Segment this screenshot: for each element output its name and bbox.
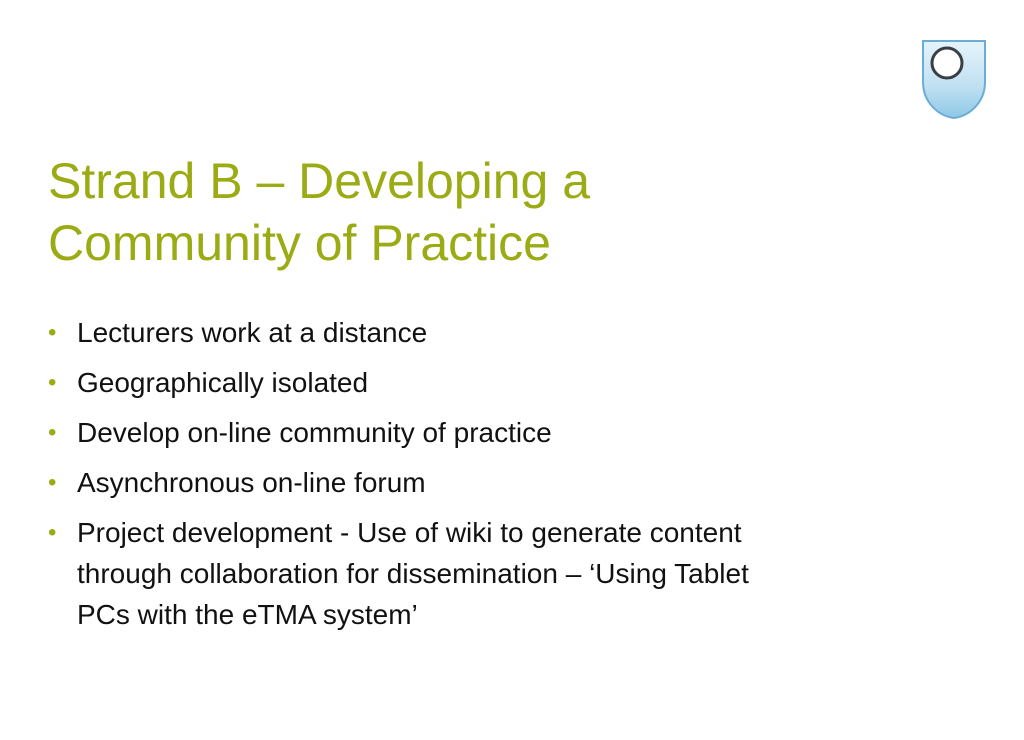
bullet-text-line: Project development - Use of wiki to generate content [77,517,742,548]
bullet-text [77,512,948,635]
bullet-text-line: Develop on-line community of practice [77,417,552,448]
bullet-item [48,412,948,453]
bullet-item [48,512,948,635]
bullet-marker: • [48,419,57,446]
bullet-marker: • [48,469,57,496]
bullet-marker: • [48,369,57,396]
bullet-marker: • [48,519,57,546]
shield-ring [932,48,962,78]
bullet-item [48,462,948,503]
bullet-item [48,362,948,403]
bullet-marker: • [48,319,57,346]
bullet-text-line: Lecturers work at a distance [77,317,428,348]
bullet-text [77,412,948,453]
bullet-text-line: PCs with the eTMA system’ [77,599,418,630]
bullet-text [77,462,948,503]
bullet-text-line: through collaboration for dissemination – ‘Using Tablet [77,558,749,589]
bullet-text-line: Asynchronous on-line forum [77,467,426,498]
slide-title-line-1: Strand B – Developing a [48,153,591,209]
bullet-text-line: Geographically isolated [77,367,369,398]
slide-title-line-2: Community of Practice [48,215,551,271]
bullet-item [48,312,948,353]
shield-logo-graphic [920,38,988,120]
bullet-text [77,362,948,403]
university-shield-logo-icon [920,38,988,120]
slide-title [48,150,908,274]
bullet-list [48,312,948,644]
bullet-text [77,312,948,353]
